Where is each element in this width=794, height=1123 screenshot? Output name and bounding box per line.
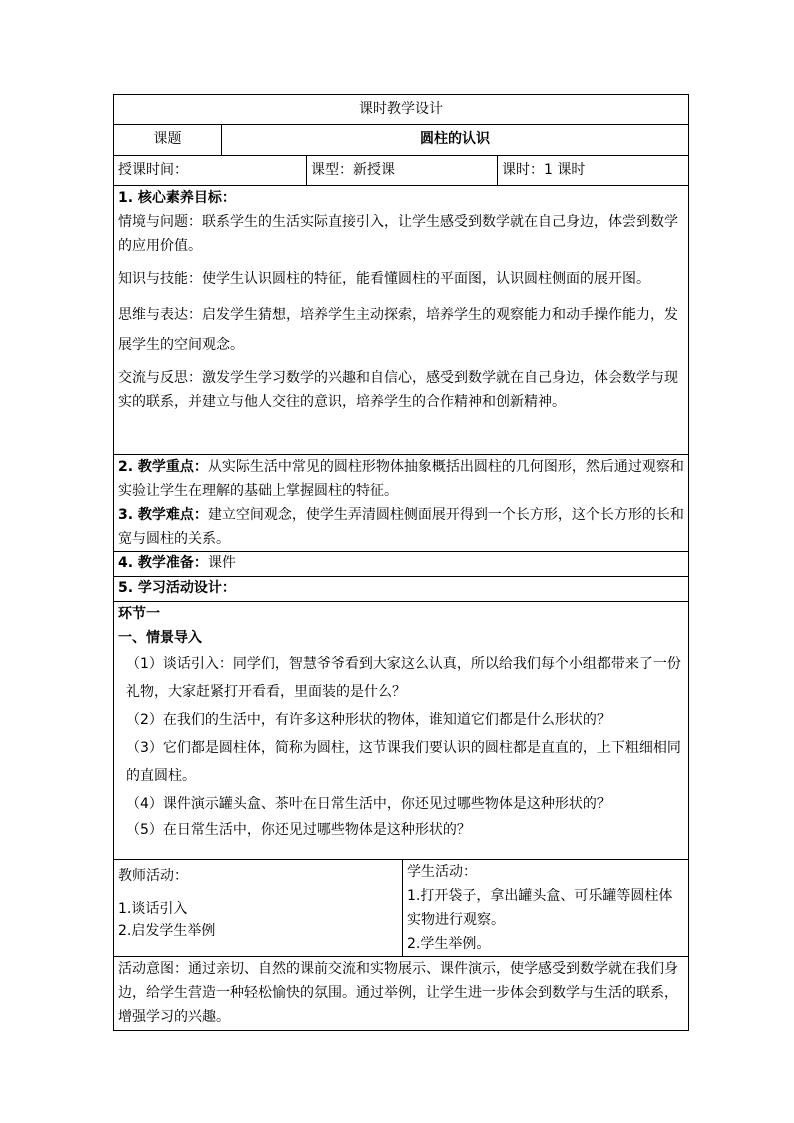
segment-cell [114, 602, 689, 860]
lesson-design-sheet [113, 94, 688, 1031]
objectives-heading: 1. 核心素养目标： [118, 190, 236, 206]
student-activity-label: 学生活动： [407, 864, 477, 880]
objective-communication: 交流与反思：激发学生学习数学的兴趣和自信心，感受到数学就在自己身边，体会数学与现实的联系，并建立与他人交往的意识，培养学生的合作精神和创新精神。 [118, 370, 678, 410]
topic-value: 圆柱的认识 [222, 125, 689, 156]
key-points [118, 455, 684, 503]
segment-step: （3）它们都是圆柱体，简称为圆柱，这节课我们要认识的圆柱都是直直的，上下粗细相同的直圆柱。 [126, 740, 681, 784]
student-activity-item: 1.打开袋子，拿出罐头盒、可乐罐等圆柱体实物进行观察。 [407, 888, 673, 928]
topic-label: 课题 [114, 125, 222, 156]
difficulties-text: 建立空间观念，使学生弄清圆柱侧面展开得到一个长方形，这个长方形的长和宽与圆柱的关系。 [118, 507, 684, 547]
segment-step: （2）在我们的生活中，有许多这种形状的物体，谁知道它们都是什么形状的？ [126, 712, 611, 728]
key-points-label: 2. 教学重点： [118, 459, 208, 475]
intent-cell: 活动意图：通过亲切、自然的课前交流和实物展示、课件演示，使学感受到数学就在我们身边，给学生营造一种轻松愉快的氛围。通过举例，让学生进一步体会到数学与生活的联系，增强学习的兴趣。 [114, 957, 689, 1031]
segment-step: （5）在日常生活中，你还见过哪些物体是这种形状的？ [126, 822, 471, 838]
segment-label: 环节一 [118, 606, 160, 622]
objectives-cell [114, 186, 689, 455]
preparation-cell [114, 552, 689, 577]
teacher-activity-label: 教师活动： [118, 868, 188, 884]
activities-heading: 5. 学习活动设计： [114, 577, 689, 602]
key-difficult-cell [114, 455, 689, 552]
lesson-table [113, 94, 689, 1031]
difficulties [118, 503, 684, 551]
student-activity-item: 2.学生举例。 [407, 936, 491, 952]
key-points-text: 从实际生活中常见的圆柱形物体抽象概括出圆柱的几何图形，然后通过观察和实验让学生在理解的基础上掌握圆柱的特征。 [118, 459, 684, 499]
segment-title: 一、情景导入 [118, 630, 202, 646]
segment-step: （4）课件演示罐头盒、茶叶在日常生活中，你还见过哪些物体是这种形状的？ [126, 796, 611, 812]
lesson-type: 课型：新授课 [307, 156, 498, 186]
teacher-activity-item: 2.启发学生举例 [118, 923, 216, 939]
sheet-title: 课时教学设计 [114, 95, 689, 125]
teacher-activity-cell [114, 860, 403, 957]
objective-thinking: 思维与表达：启发学生猜想，培养学生主动探索，培养学生的观察能力和动手操作能力，发展学生的空间观念。 [118, 307, 678, 353]
objective-situation: 情境与问题：联系学生的生活实际直接引入，让学生感受到数学就在自己身边，体尝到数学的应用价值。 [118, 214, 678, 254]
objective-knowledge: 知识与技能：使学生认识圆柱的特征，能看懂圆柱的平面图，认识圆柱侧面的展开图。 [118, 271, 650, 287]
teacher-activity-item: 1.谈话引入 [118, 901, 188, 917]
lesson-hours: 课时：1 课时 [498, 156, 689, 186]
preparation-label: 4. 教学准备： [118, 555, 208, 571]
segment-step: （1）谈话引入：同学们，智慧爷爷看到大家这么认真，所以给我们每个小组都带来了一份礼物，大家赶紧打开看看，里面装的是什么？ [126, 656, 681, 700]
student-activity-cell [403, 860, 689, 957]
teaching-time-label: 授课时间： [114, 156, 307, 186]
preparation-text: 课件 [207, 555, 236, 571]
difficulties-label: 3. 教学难点： [118, 507, 208, 523]
